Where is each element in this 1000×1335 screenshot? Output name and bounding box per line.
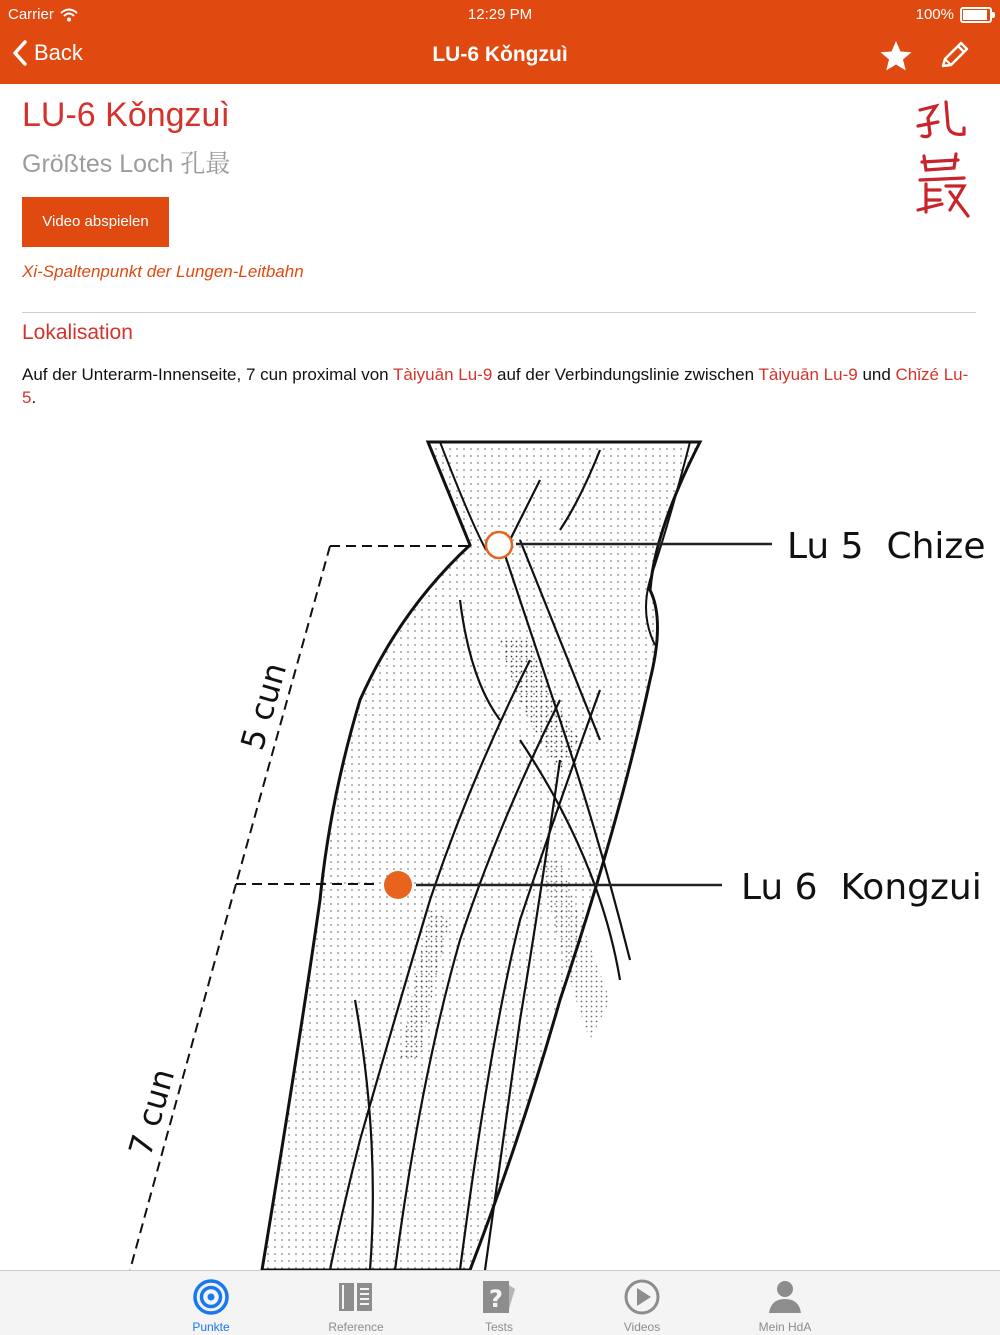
forearm-outline: [262, 442, 700, 1270]
localisation-text-part: Auf der Unterarm-Innenseite, 7 cun proximal von: [22, 365, 394, 384]
point-link-chize[interactable]: Chǐzé Lu-5: [22, 365, 969, 407]
tab-mein-hda[interactable]: [715, 1277, 855, 1334]
carrier-label: Carrier: [8, 6, 54, 23]
battery-icon: [960, 7, 992, 23]
calligraphy-seal-icon: [914, 92, 970, 232]
label-7-cun: 7 cun: [121, 1064, 183, 1161]
tab-videos[interactable]: [572, 1277, 712, 1334]
pencil-icon[interactable]: [936, 39, 972, 73]
target-icon: [191, 1277, 231, 1317]
localisation-text-part: .: [31, 388, 37, 407]
tab-reference[interactable]: [286, 1277, 426, 1334]
back-label: Back: [34, 40, 83, 65]
star-icon[interactable]: [878, 39, 914, 73]
point-category: Xi-Spaltenpunkt der Lungen-Leitbahn: [22, 262, 304, 281]
point-link-taiyuan[interactable]: Tàiyuān Lu-9: [393, 365, 493, 384]
tab-label: Reference: [328, 1320, 384, 1334]
battery-percent: 100%: [915, 6, 954, 23]
tab-label: Videos: [623, 1320, 661, 1334]
tab-punkte[interactable]: [141, 1277, 281, 1334]
tab-bar: [0, 1270, 1000, 1335]
tab-label: Punkte: [192, 1320, 230, 1334]
svg-text:?: ?: [489, 1285, 503, 1313]
forearm-illustration: [0, 440, 1000, 1270]
battery-fill: [963, 10, 987, 20]
book-icon: [336, 1277, 376, 1317]
label-lu5-chize: Lu 5 Chize: [787, 526, 986, 567]
tab-label: Mein HdA: [758, 1320, 812, 1334]
label-lu6-kongzui: Lu 6 Kongzui: [741, 867, 982, 908]
divider: [22, 312, 976, 313]
acupoint-marker-lu5[interactable]: [486, 532, 512, 558]
label-5-cun: 5 cun: [233, 658, 295, 755]
navigation-bar: [0, 30, 1000, 84]
play-icon: [622, 1277, 662, 1317]
nav-title: LU-6 Kǒngzuì: [432, 43, 568, 66]
localisation-text-part: auf der Verbindungslinie zwischen: [492, 365, 759, 384]
point-title: LU-6 Kǒngzuì: [22, 96, 230, 134]
battery-indicator: [916, 6, 992, 23]
tab-label: Tests: [484, 1320, 513, 1334]
tab-tests[interactable]: [429, 1277, 569, 1334]
status-time: 12:29 PM: [467, 6, 533, 23]
top-bar: [0, 0, 1000, 84]
localisation-text: [22, 363, 972, 409]
point-link-taiyuan[interactable]: Tàiyuān Lu-9: [758, 365, 858, 384]
play-video-button[interactable]: Video abspielen: [22, 197, 169, 247]
person-icon: [765, 1277, 805, 1317]
status-bar: [0, 0, 1000, 30]
section-heading-localisation: Lokalisation: [22, 321, 133, 344]
localisation-text-part: und: [857, 365, 896, 384]
question-icon: [479, 1277, 519, 1317]
acupoint-marker-lu6[interactable]: [384, 871, 412, 899]
point-subtitle: Größtes Loch 孔最: [22, 150, 231, 178]
